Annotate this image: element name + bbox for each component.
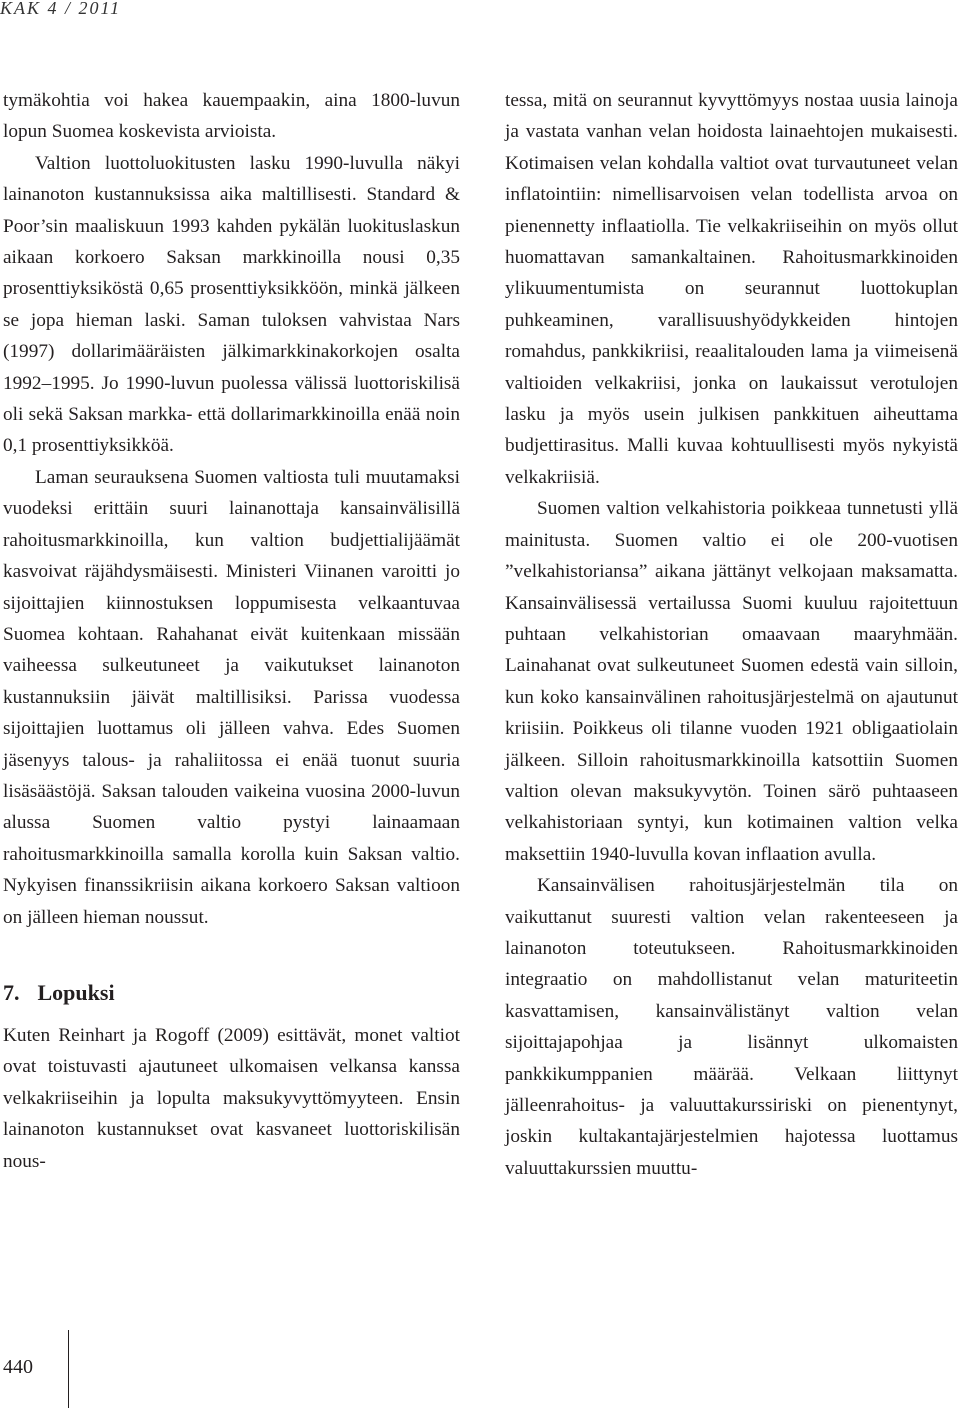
paragraph: tessa, mitä on seurannut kyvyttömyys nostaa uusia lainoja ja vastata vanhan velan hoidosta lainaehtojen mukaisesti. Kotimaisen velan kohdalla valtiot ovat turvautuneet velan inflatointiin: nimellisarvoisen velan todellista arvoa on pienennetty inflaatiolla. Tie velkakriiseihin on myös ollut huomattavan samankaltainen. Rahoitusmarkkinoiden ylikuumentumista on seurannut luottokuplan puhkeaminen, varallisuushyödykkeiden hintojen romahdus, pankkikriisi, reaalitalouden lama ja viimeisenä valtioiden velkakriisi, jonka on laukaissut verotulojen lasku ja myös usein julkisen pankkituen aiheuttama budjettirasitus. Malli kuvaa kohtuullisesti myös nykyistä velkakriisiä. — [505, 90, 958, 488]
section-title: Lopuksi — [37, 979, 115, 1005]
journal-header: KAK 4 / 2011 — [0, 0, 122, 18]
paragraph: Valtion luottoluokitusten lasku 1990-luvulla näkyi lainanoton kustannuksissa aika maltillisesti. Standard & Poor’sin maaliskuun 1993 kahden pykälän luokituslaskun aikaan korkoero Saksan markkinoilla nousi 0,35 prosenttiyksiköstä 0,65 prosenttiyksikköön, minkä jälkeen se jopa hieman laski. Saman tuloksen vahvistaa Nars (1997) dollarimääräisten jälkimarkkinakorkojen osalta 1992–1995. Jo 1990-luvun puolessa välissä luottoriskilisä oli sekä Saksan markka- että dollarimarkkinoilla enää noin 0,1 prosenttiyksikköä. — [3, 152, 460, 457]
paragraph: Laman seurauksena Suomen valtiosta tuli muutamaksi vuodeksi erittäin suuri lainanottaja kansainvälisillä rahoitusmarkkinoilla, kun valtion budjettialijäämät kasvoivat räjähdysmäisesti. Ministeri Viinanen varoitti jo sijoittajien kiinnostuksen loppumisesta velkaantuvaa Suomea kohtaan. Rahahanat eivät kuitenkaan missään vaiheessa sulkeutuneet ja vaikutukset lainanoton kustannuksiin jäivät maltillisiksi. Parissa vuodessa sijoittajien luottamus oli jälleen vahva. Edes Suomen jäsenyys talous- ja rahaliitossa ei enää tuonut suuria lisäsäästöjä. Saksan talouden vaikeina vuosina 2000-luvun alussa Suomen valtio pystyi lainaamaan rahoitusmarkkinoilla samalla korolla kuin Saksan valtio. Nykyisen finanssikriisin aikana korkoero Saksan valtioon on jälleen hieman noussut. — [3, 466, 460, 928]
right-column — [505, 85, 958, 1184]
section-number: 7. — [3, 979, 20, 1005]
paragraph: Suomen valtion velkahistoria poikkeaa tunnetusti yllä mainitusta. Suomen valtio ei ole 200-vuotisen ”velkahistoriansa” aikana jättänyt velkojaan maksamatta. Kansainvälisessä vertailussa Suomi kuuluu rajoitettuun puhtaan velkahistorian omaavaan maaryhmään. Lainahanat ovat sulkeutuneet Suomen edestä vain silloin, kun koko kansainvälinen rahoitusjärjestelmä on ajautunut kriisiin. Poikkeus oli tilanne vuoden 1921 obligaatiolain jälkeen. Silloin rahoitusmarkkinoilla katsottiin Suomen valtion olevan maksukyvytön. Toinen särö puhtaaseen velkahistoriaan syntyi, kun kotimainen valtion velka maksettiin 1940-luvulla kovan inflaation avulla. — [505, 498, 958, 865]
paragraph: Kuten Reinhart ja Rogoff (2009) esittävät, monet valtiot ovat toistuvasti ajautuneet ulkomaisen velkansa kanssa velkakriiseihin ja lopulta maksukyvyttömyyteen. Ensin lainanoton kustannukset ovat kasvaneet luottoriskilisän nous- — [3, 1024, 460, 1172]
section-heading — [3, 977, 460, 1008]
paragraph: tymäkohtia voi hakea kauempaakin, aina 1800-luvun lopun Suomea koskevista arvioista. — [3, 90, 460, 143]
footer-divider — [68, 1330, 69, 1408]
paragraph: Kansainvälisen rahoitusjärjestelmän tila on vaikuttanut suuresti valtion velan rakenteeseen ja lainanoton toteutukseen. Rahoitusmarkkinoiden integraatio on mahdollistanut velan maturiteetin kasvattamisen, kansainvälistänyt valtion velan sijoittajapohjaa ja lisännyt ulkomaisten pankkikumppanien määrää. Velkaan liittynyt jälleenrahoitus- ja valuuttakurssiriski on pienentynyt, joskin kultakantajärjestelmien hajotessa luottamus valuuttakurssien muuttu- — [505, 875, 958, 1179]
left-column — [3, 85, 460, 1177]
page-number: 440 — [3, 1356, 33, 1378]
